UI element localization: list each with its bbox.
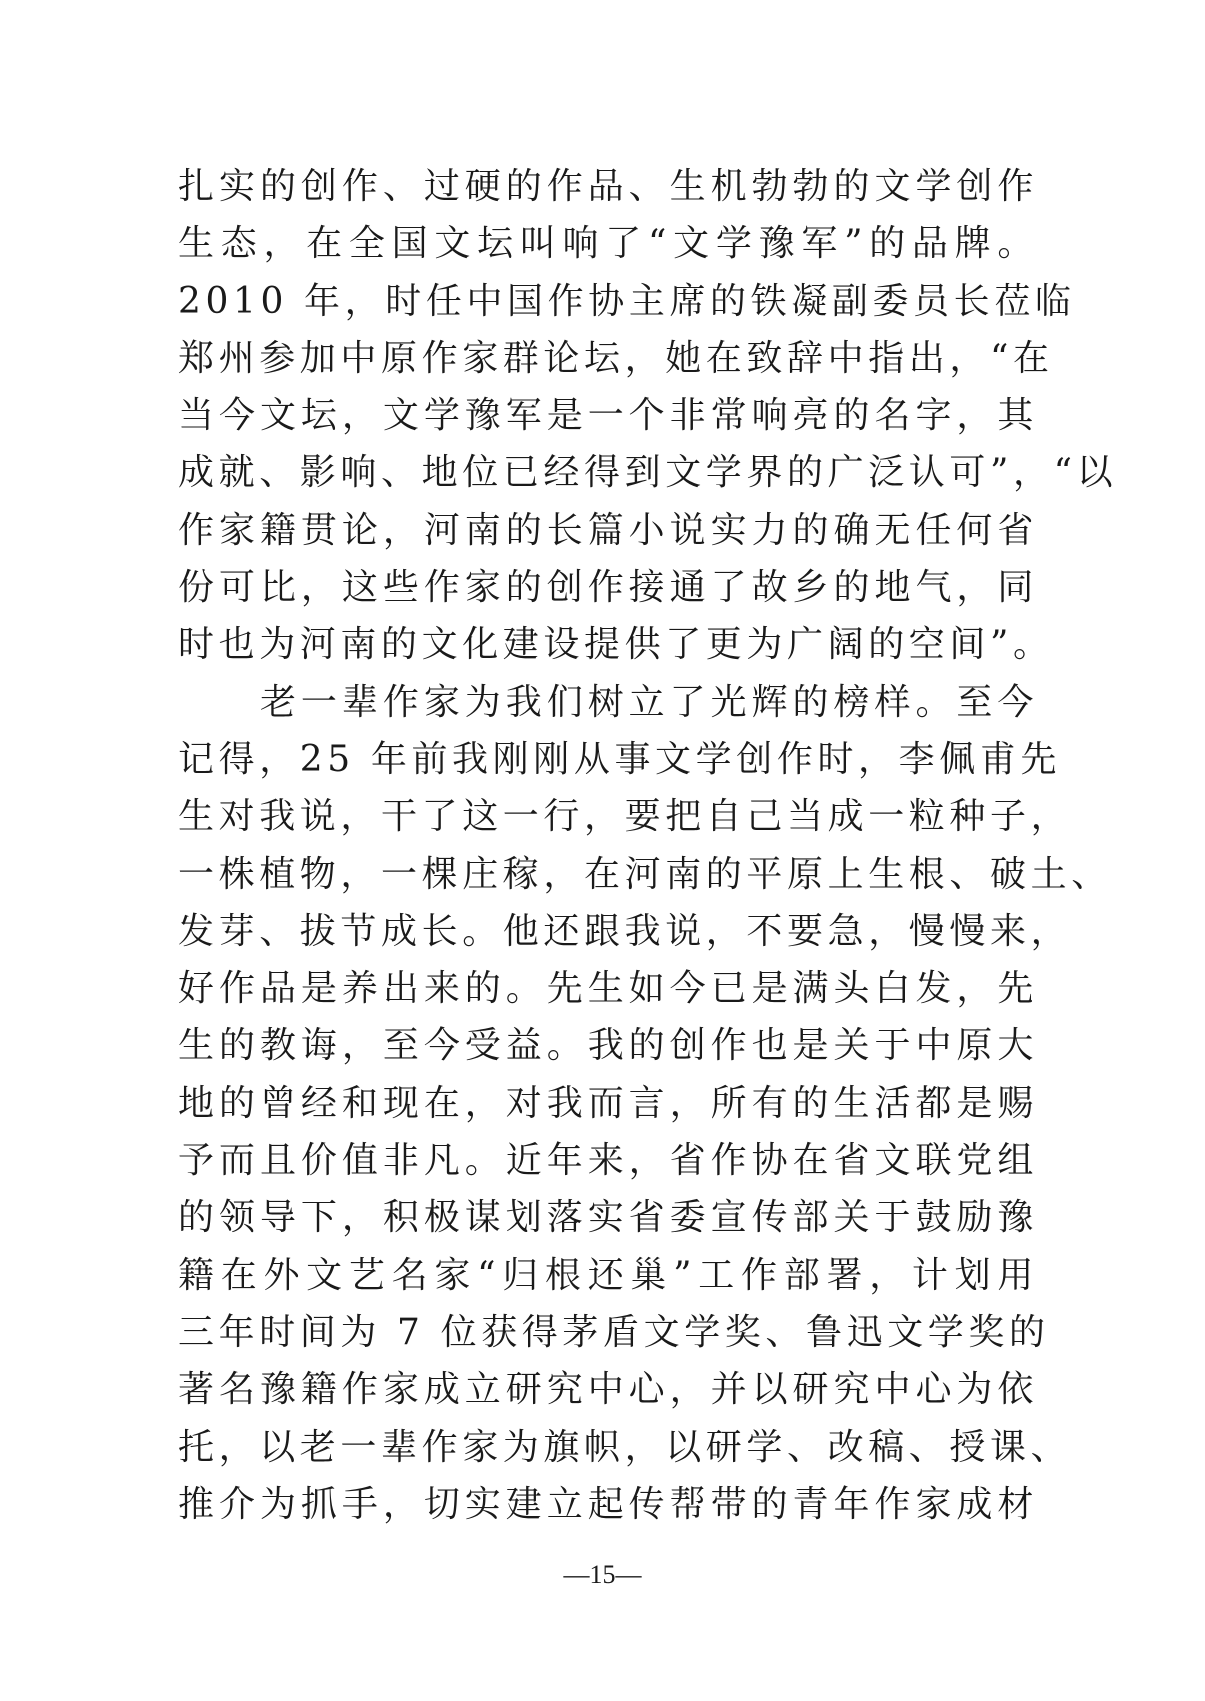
text-line: 生的教诲，至今受益。我的创作也是关于中原大 — [178, 1025, 1038, 1067]
text-line: 时也为河南的文化建设提供了更为广阔的空间”。 — [178, 624, 1054, 666]
text-line: 地的曾经和现在，对我而言，所有的生活都是赐 — [178, 1082, 1038, 1124]
text-line: 好作品是养出来的。先生如今已是满头白发，先 — [178, 968, 1038, 1010]
text-line: 一株植物，一棵庄稼，在河南的平原上生根、破土、 — [178, 853, 1112, 895]
text-line: 予而且价值非凡。近年来，省作协在省文联党组 — [178, 1140, 1038, 1182]
text-line: 籍在外文艺名家“归根还巢”工作部署，计划用 — [178, 1254, 1038, 1296]
text-line: 扎实的创作、过硬的作品、生机勃勃的文学创作 — [178, 166, 1038, 207]
body-text — [178, 158, 1118, 1533]
text-line: 三年时间为 7 位获得茅盾文学奖、鲁迅文学奖的 — [178, 1311, 1050, 1353]
text-line: 份可比，这些作家的创作接通了故乡的地气，同 — [178, 567, 1038, 609]
text-line: 成就、影响、地位已经得到文学界的广泛认可”，“以 — [178, 452, 1118, 494]
page-number: —15— — [563, 1560, 642, 1589]
text-line: 的领导下，积极谋划落实省委宣传部关于鼓励豫 — [178, 1197, 1038, 1239]
text-line: 推介为抓手，切实建立起传帮带的青年作家成材 — [178, 1483, 1038, 1525]
text-line: 2010 年，时任中国作协主席的铁凝副委员长莅临 — [178, 280, 1076, 322]
text-line: 著名豫籍作家成立研究中心，并以研究中心为依 — [178, 1369, 1038, 1411]
text-line: 发芽、拔节成长。他还跟我说，不要急，慢慢来， — [178, 910, 1072, 952]
paragraph-start-line: 老一辈作家为我们树立了光辉的榜样。至今 — [178, 681, 1038, 723]
text-line: 当今文坛，文学豫军是一个非常响亮的名字，其 — [178, 395, 1038, 437]
text-line: 生态，在全国文坛叫响了“文学豫军”的品牌。 — [178, 223, 1038, 265]
text-line: 记得，25 年前我刚刚从事文学创作时，李佩甫先 — [178, 738, 1062, 780]
text-line: 生对我说，干了这一行，要把自己当成一粒种子， — [178, 796, 1072, 838]
text-line: 托，以老一辈作家为旗帜，以研学、改稿、授课、 — [178, 1426, 1072, 1468]
text-line: 郑州参加中原作家群论坛，她在致辞中指出，“在 — [178, 337, 1054, 379]
text-line: 作家籍贯论，河南的长篇小说实力的确无任何省 — [178, 509, 1038, 551]
